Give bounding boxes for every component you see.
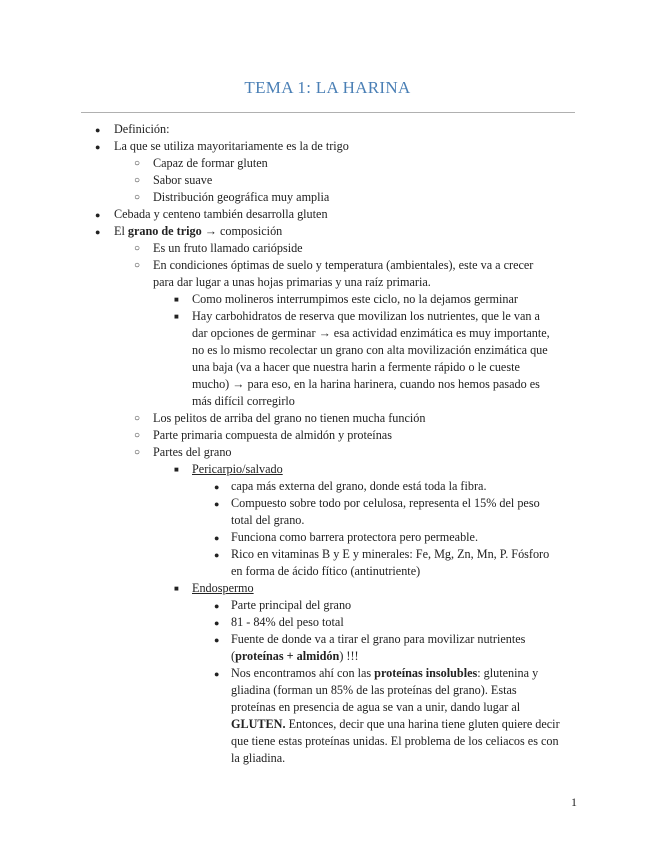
- bullet-disc: ●: [214, 499, 220, 509]
- section-heading-endospermo: Endospermo: [192, 581, 254, 595]
- list-item-continued: más difícil corregirlo: [192, 394, 295, 408]
- bullet-circle: ○: [134, 243, 141, 254]
- list-item-continued: total del grano.: [231, 513, 305, 527]
- bullet-disc: ●: [214, 533, 220, 543]
- bullet-circle: ○: [134, 175, 141, 186]
- list-item: 81 - 84% del peso total: [231, 615, 344, 629]
- bullet-square: ■: [174, 295, 179, 304]
- list-item: Sabor suave: [153, 173, 213, 187]
- list-item: Parte principal del grano: [231, 598, 352, 612]
- list-item-continued: una baja (va a hacer que nuestra harin a fermente rápido o le cueste: [192, 360, 520, 374]
- list-item: Fuente de donde va a tirar el grano para movilizar nutrientes: [231, 632, 526, 646]
- bullet-circle: ○: [134, 158, 141, 169]
- list-item-continued: gliadina (forman un 85% de las proteínas del grano). Estas: [231, 683, 517, 697]
- list-item: Distribución geográfica muy amplia: [153, 190, 330, 204]
- list-item: La que se utiliza mayoritariamente es la de trigo: [114, 139, 349, 153]
- bullet-disc: ●: [214, 618, 220, 628]
- bullet-disc: ●: [214, 482, 220, 492]
- list-item: Como molineros interrumpimos este ciclo, no la dejamos germinar: [192, 292, 518, 306]
- bold-term: proteínas insolubles: [374, 666, 478, 680]
- list-item: Nos encontramos ahí con las proteínas insolubles: glutenina y: [231, 666, 539, 680]
- bullet-circle: ○: [134, 447, 141, 458]
- list-item-continued: no es lo mismo recolectar un grano con alta movilización enzimática que: [192, 343, 548, 357]
- section-heading-pericarpio: Pericarpio/salvado: [192, 462, 283, 476]
- bullet-disc: ●: [214, 550, 220, 560]
- list-item: Hay carbohidratos de reserva que movilizan los nutrientes, que le van a: [192, 309, 540, 323]
- list-item-continued: que tiene estas proteínas unidas. El problema de los celiacos es con: [231, 734, 559, 748]
- list-item: Capaz de formar gluten: [153, 156, 268, 170]
- bullet-disc: ●: [95, 142, 101, 152]
- title-divider: [81, 112, 575, 113]
- list-item: Los pelitos de arriba del grano no tienen mucha función: [153, 411, 426, 425]
- bullet-circle: ○: [134, 430, 141, 441]
- list-item: El grano de trigo → composición: [114, 224, 283, 238]
- list-item: Parte primaria compuesta de almidón y proteínas: [153, 428, 392, 442]
- list-item: Es un fruto llamado cariópside: [153, 241, 303, 255]
- bullet-disc: ●: [214, 635, 220, 645]
- list-item: En condiciones óptimas de suelo y temperatura (ambientales), este va a crecer: [153, 258, 534, 272]
- bullet-disc: ●: [214, 669, 220, 679]
- list-item: Partes del grano: [153, 445, 232, 459]
- list-item: capa más externa del grano, donde está toda la fibra.: [231, 479, 487, 493]
- bullet-circle: ○: [134, 192, 141, 203]
- list-item-continued: proteínas en presencia de agua se van a unir, dando lugar al: [231, 700, 521, 714]
- bold-term: grano de trigo: [127, 224, 202, 238]
- bullet-circle: ○: [134, 413, 141, 424]
- list-item: Funciona como barrera protectora pero permeable.: [231, 530, 479, 544]
- list-item-continued: (proteínas + almidón) !!!: [231, 649, 359, 663]
- list-item-continued: para dar lugar a unas hojas primarias y una raíz primaria.: [153, 275, 431, 289]
- list-item: Rico en vitaminas B y E y minerales: Fe, Mg, Zn, Mn, P. Fósforo: [231, 547, 550, 561]
- bullet-disc: ●: [95, 210, 101, 220]
- bold-term: GLUTEN.: [231, 717, 286, 731]
- bullet-square: ■: [174, 465, 179, 474]
- bullet-square: ■: [174, 584, 179, 593]
- page-title: TEMA 1: LA HARINA: [244, 78, 411, 97]
- page-number: 1: [571, 795, 577, 809]
- list-item: Cebada y centeno también desarrolla gluten: [114, 207, 328, 221]
- bullet-disc: ●: [95, 227, 101, 237]
- bullet-square: ■: [174, 312, 179, 321]
- list-item-continued: dar opciones de germinar → esa actividad enzimática es muy importante,: [192, 326, 550, 340]
- list-item: Definición:: [114, 122, 170, 136]
- list-item-continued: la gliadina.: [231, 751, 286, 765]
- list-item: Compuesto sobre todo por celulosa, representa el 15% del peso: [231, 496, 540, 510]
- bullet-circle: ○: [134, 260, 141, 271]
- bullet-disc: ●: [95, 125, 101, 135]
- bullet-disc: ●: [214, 601, 220, 611]
- bold-term: proteínas + almidón: [235, 649, 340, 663]
- list-item-continued: en forma de ácido fítico (antinutriente): [231, 564, 421, 578]
- list-item-continued: mucho) → para eso, en la harina harinera, cuando nos hemos pasado es: [192, 377, 540, 391]
- list-item-continued: GLUTEN. Entonces, decir que una harina tiene gluten quiere decir: [231, 717, 560, 731]
